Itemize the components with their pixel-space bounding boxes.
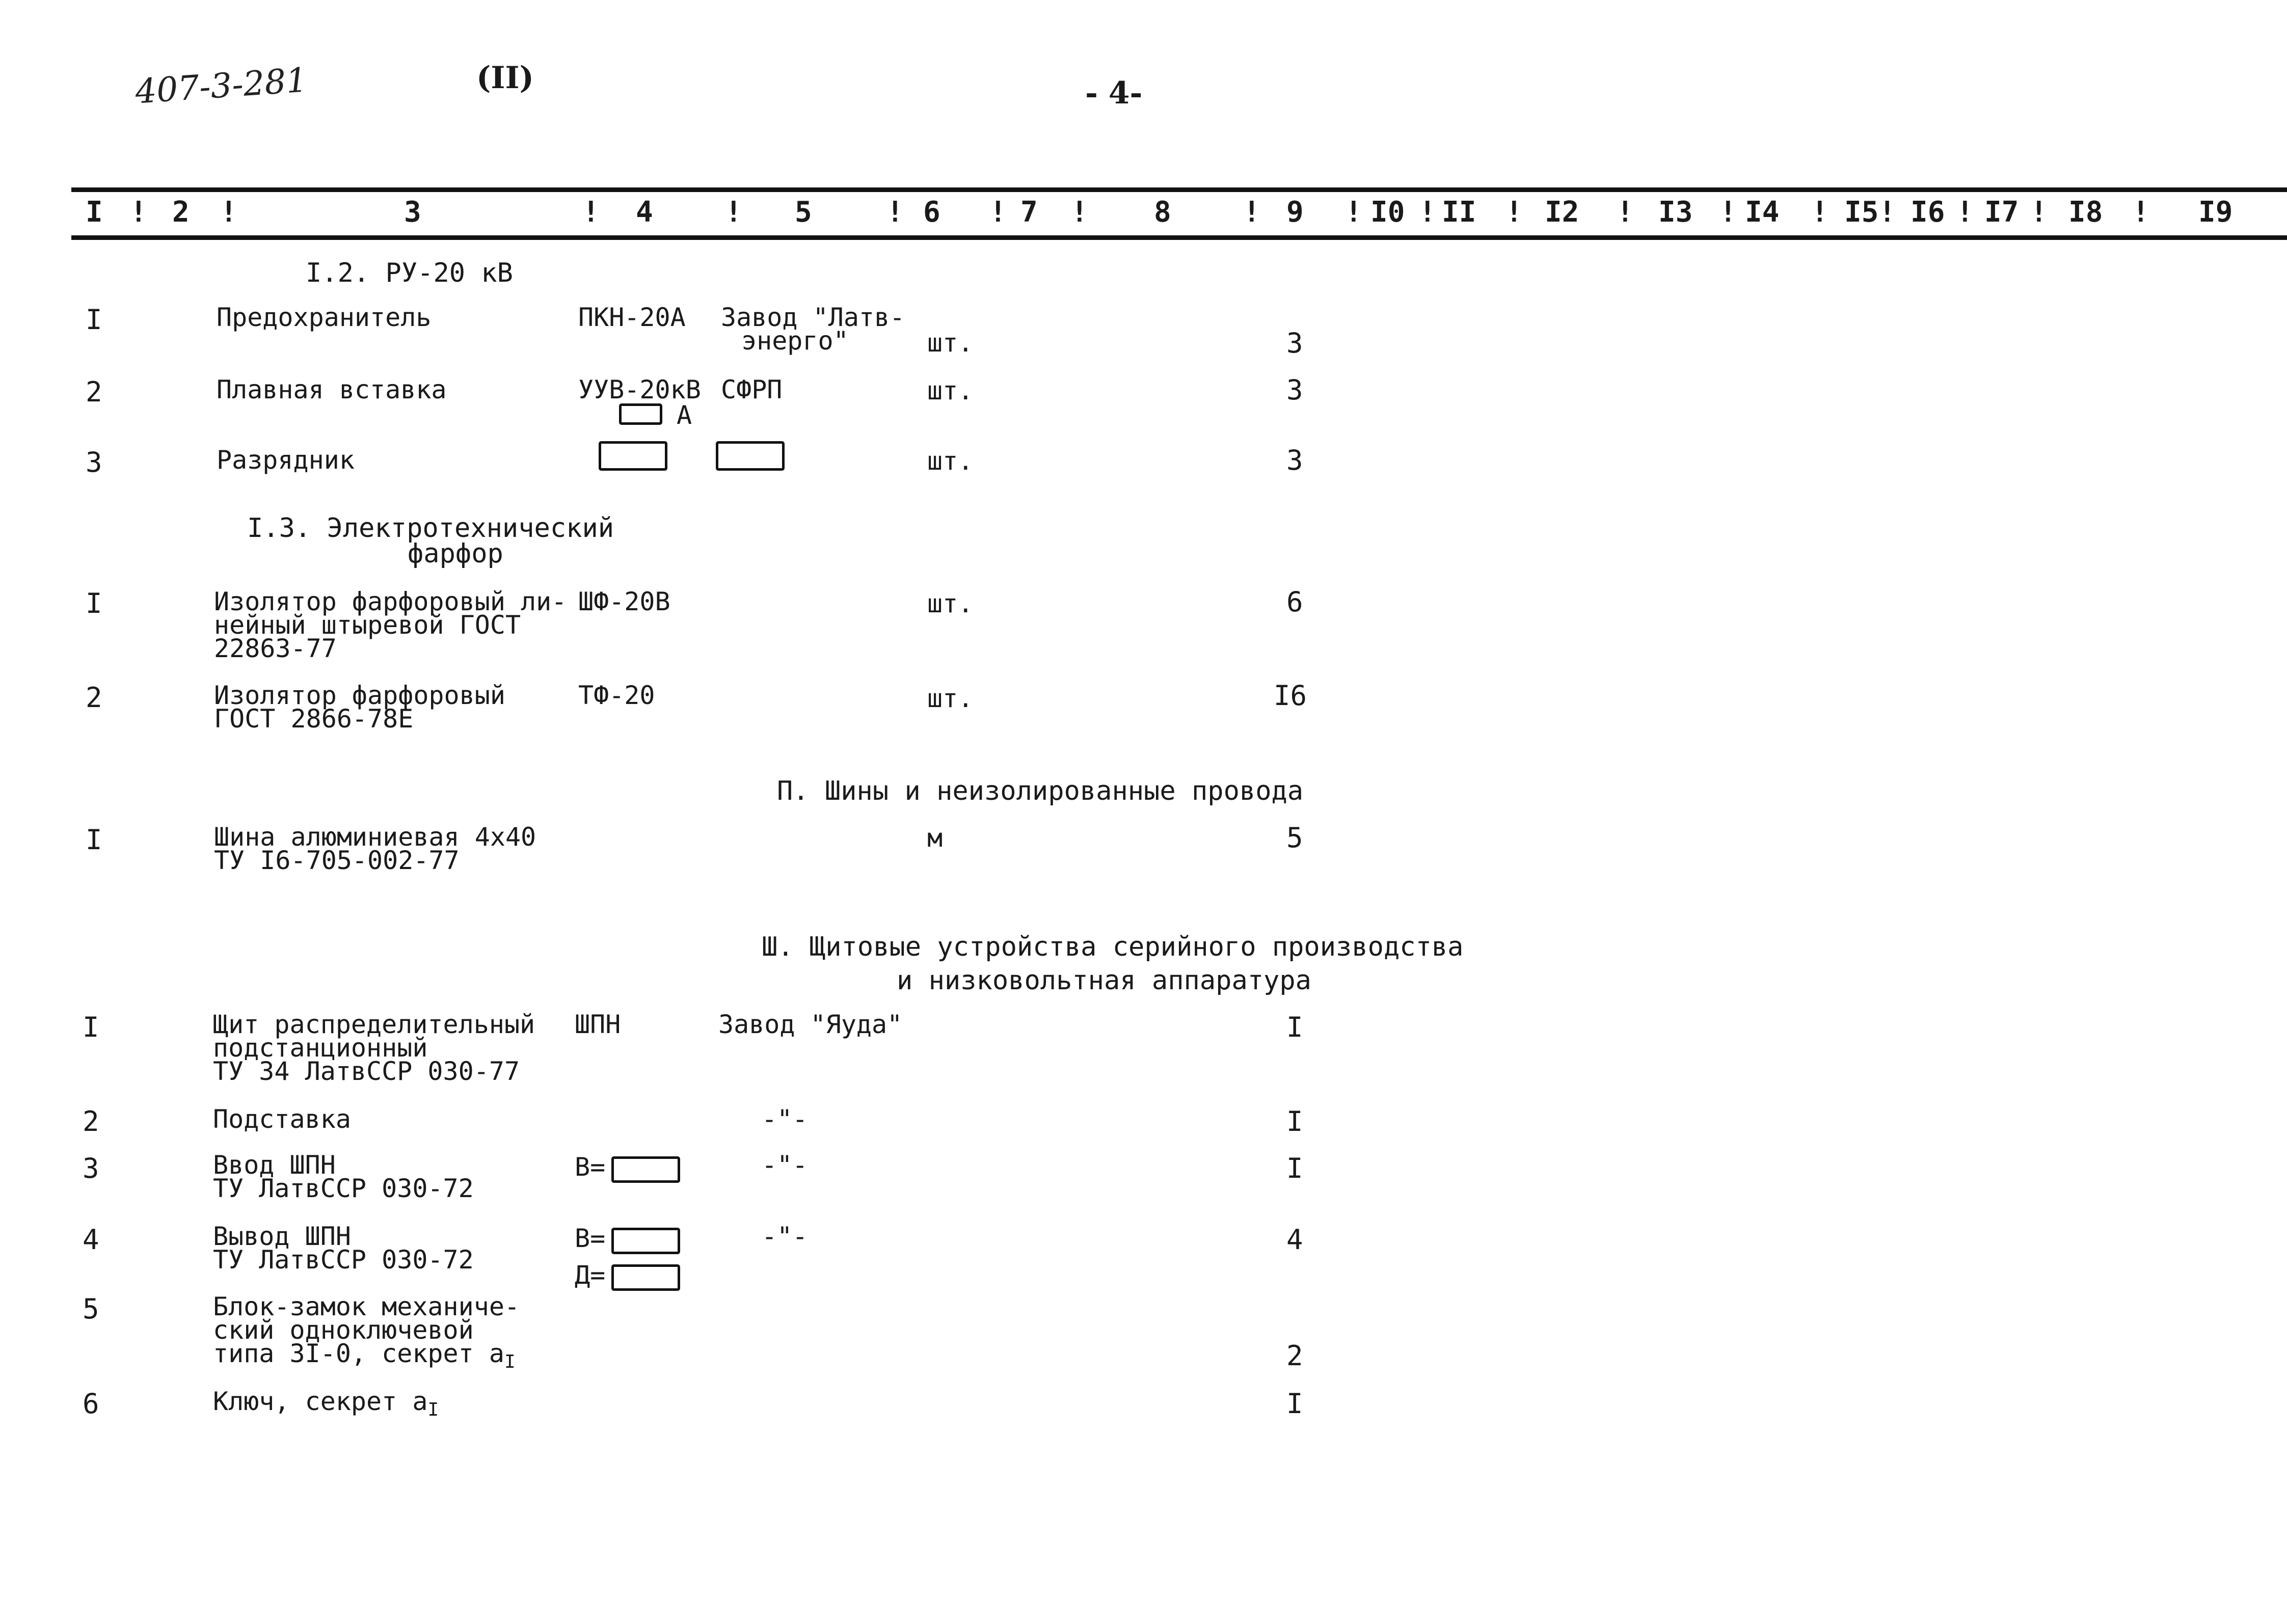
row-number: 4 [83, 1224, 99, 1256]
row-number: 2 [86, 682, 102, 714]
item-name: Ввод ШПН ТУ ЛатвССР 030-72 [213, 1150, 474, 1203]
item-quantity: I [1286, 1011, 1303, 1043]
item-quantity: 3 [1286, 374, 1303, 406]
item-name: Ключ, секрет $а_I$ [213, 1387, 439, 1420]
row-number: 5 [83, 1293, 99, 1325]
item-quantity: 4 [1286, 1224, 1303, 1256]
header-bottom-rule [71, 235, 2287, 240]
col-label: I6 [1911, 196, 1945, 229]
item-quantity: 5 [1286, 822, 1303, 854]
col-separator: ! [1617, 196, 1634, 229]
item-unit: шт. [927, 328, 974, 358]
item-type: ШФ-20В [578, 587, 670, 616]
row-number: I [86, 304, 102, 336]
col-separator: ! [582, 196, 600, 229]
col-separator: ! [1419, 196, 1436, 229]
row-number: 6 [83, 1388, 99, 1420]
section-heading: П. Шины и неизолированные провода [777, 776, 1304, 806]
item-quantity: 3 [1286, 327, 1303, 359]
item-type: УУВ-20кВ [578, 375, 701, 404]
col-label: I3 [1658, 196, 1693, 229]
col-separator: ! [989, 196, 1007, 229]
section-heading: I.2. РУ-20 кВ [306, 258, 513, 288]
col-separator: ! [130, 196, 147, 229]
section-heading: I.3. Электротехнический фарфор [247, 513, 614, 569]
document-code: 407-3-281 [133, 60, 309, 112]
item-type: В= [575, 1152, 606, 1182]
item-unit: шт. [927, 684, 974, 713]
item-quantity: 2 [1286, 1340, 1303, 1372]
blank-field-box [611, 1228, 680, 1254]
item-unit: м [927, 823, 943, 853]
blank-field-box [611, 1156, 680, 1183]
item-quantity: I [1286, 1388, 1303, 1420]
item-maker: СФРП [721, 375, 783, 404]
col-label: I9 [2198, 196, 2233, 229]
subscript: I [427, 1399, 439, 1420]
col-separator: ! [220, 196, 237, 229]
item-name: Подставка [213, 1104, 351, 1134]
row-number: I [86, 587, 102, 619]
item-maker: Завод "Яуда" [718, 1010, 903, 1039]
col-separator: ! [1243, 196, 1260, 229]
col-label: II [1442, 196, 1476, 229]
col-label: 5 [795, 196, 812, 229]
item-name: Плавная вставка [217, 375, 447, 404]
col-label: 2 [172, 196, 190, 229]
item-maker: -"- [762, 1104, 808, 1134]
col-label: I0 [1370, 196, 1405, 229]
col-separator: ! [1811, 196, 1828, 229]
col-separator: ! [725, 196, 742, 229]
item-type: Д= [575, 1260, 606, 1290]
col-separator: ! [1505, 196, 1523, 229]
col-label: 7 [1020, 196, 1038, 229]
item-type: ШПН [575, 1010, 621, 1039]
header-top-rule [71, 187, 2287, 192]
row-number: 3 [83, 1152, 99, 1184]
item-name: Разрядник [217, 445, 355, 475]
row-number: 2 [83, 1105, 99, 1138]
item-type-unit: А [677, 400, 692, 430]
col-label: I5! [1844, 196, 1896, 229]
col-label: I8 [2068, 196, 2103, 229]
blank-field-box [599, 441, 667, 471]
blank-field-box [716, 441, 785, 471]
col-label: 3 [404, 196, 421, 229]
item-unit: шт. [927, 446, 974, 476]
item-quantity: I6 [1274, 680, 1307, 712]
item-unit: шт. [927, 376, 974, 405]
col-separator: ! [886, 196, 904, 229]
item-name: Щит распределительный подстанционный ТУ 34 ЛатвССР 030-77 [213, 1010, 535, 1086]
col-label: I2 [1545, 196, 1579, 229]
item-name: Предохранитель [217, 303, 432, 332]
col-separator: ! [1071, 196, 1088, 229]
item-maker: Завод "Латв- энерго" [721, 303, 905, 356]
item-type: В= [575, 1224, 606, 1253]
item-name: Изолятор фарфоровый ГОСТ 2866-78Е [214, 681, 505, 734]
col-label: 4 [636, 196, 653, 229]
col-separator: ! [1719, 196, 1737, 229]
item-quantity: I [1286, 1105, 1303, 1138]
item-quantity: I [1286, 1152, 1303, 1184]
item-maker: -"- [762, 1222, 808, 1251]
col-label: I4 [1745, 196, 1780, 229]
col-label: 9 [1286, 196, 1304, 229]
col-label: 6 [923, 196, 940, 229]
item-name: Изолятор фарфоровый ли- нейный штыревой ГОСТ 22863-77 [214, 587, 567, 663]
item-name: Блок-замок механиче- ский одноключевой типа ЗI-0, секрет $а_I$ [213, 1292, 520, 1372]
item-type: ТФ-20 [578, 681, 655, 710]
item-name: Шина алюминиевая 4х40 ТУ I6-705-002-77 [214, 822, 536, 875]
col-separator: ! [2030, 196, 2048, 229]
col-separator: ! [1956, 196, 1974, 229]
row-number: I [86, 824, 102, 856]
col-label: I [86, 196, 103, 229]
item-name: Вывод ШПН ТУ ЛатвССР 030-72 [213, 1222, 474, 1275]
row-number: 3 [86, 446, 102, 478]
item-type: ПКН-20А [578, 303, 686, 332]
item-maker: -"- [762, 1150, 808, 1180]
row-number: 2 [86, 376, 102, 408]
section-heading: Ш. Щитовые устройства серийного производства и низковольтная аппаратура [762, 932, 1464, 996]
col-separator: ! [2132, 196, 2149, 229]
subscript: I [504, 1351, 516, 1372]
blank-field-box [611, 1264, 680, 1291]
row-number: I [83, 1011, 99, 1043]
item-quantity: 3 [1286, 444, 1303, 476]
blank-field-box [619, 403, 662, 425]
item-quantity: 6 [1286, 586, 1303, 618]
col-label: 8 [1154, 196, 1171, 229]
page-number: - 4- [1085, 75, 1143, 111]
item-unit: шт. [927, 589, 974, 618]
col-label: I7 [1984, 196, 2019, 229]
col-separator: ! [1345, 196, 1362, 229]
document-part: (II) [476, 60, 534, 96]
